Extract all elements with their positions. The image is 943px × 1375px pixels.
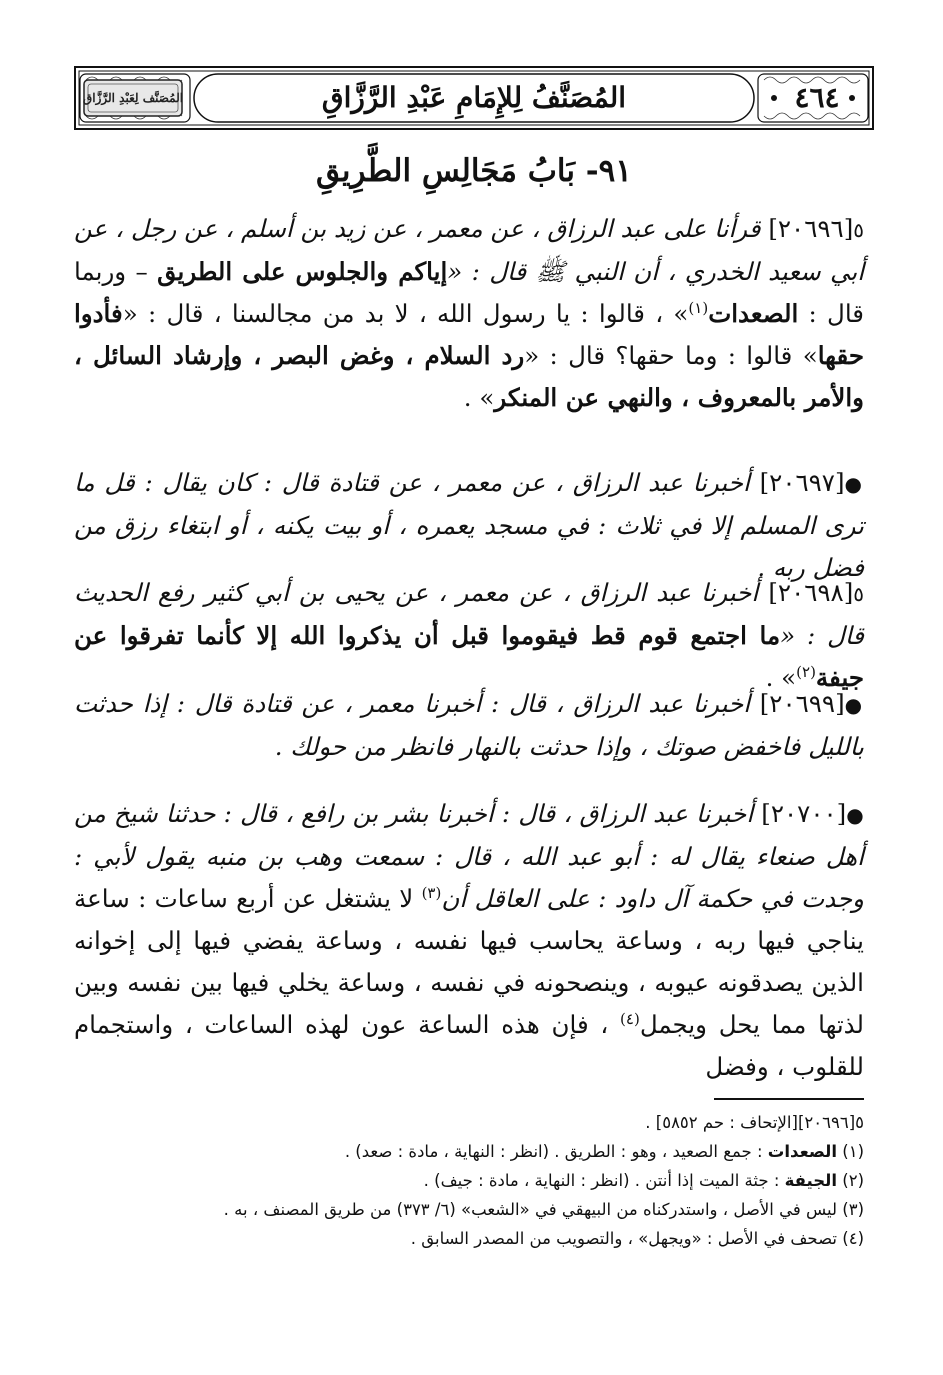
footnote-text: تصحف في الأصل : «ويجهل» ، والتصويب من المصدر السابق . [410,1229,837,1248]
book-title: المُصَنَّفُ لِلإِمَامِ عَبْدِ الرَّزَّاقِ [321,81,627,114]
hadith-text: ، فإن هذه الساعة عون لهذه الساعات ، واستجمام للقلوب ، وفضل [74,1010,864,1081]
hadith-isnad: أخبرنا عبد الرزاق ، عن معمر ، عن قتادة قال : كان يقال : قل ما ترى المسلم إلا في ثلاث : في مسجد يعمره ، أو بيت يكنه ، أو ابتغاء رزق من فضل ربه . [74,468,864,582]
footnote-label: (٤) [842,1229,864,1248]
hadith-text: أخبرنا عبد الرزاق ، قال : أخبرنا بشر بن رافع ، قال : حدثنا شيخ من أهل صنعاء يقال له : أبو عبد الله ، قال : سمعت وهب بن منبه يقول لأبي : وجدت في حكمة آل داود : على العاقل أن [74,799,864,913]
hadith-number: [٢٠٦٩٨] [768,578,854,607]
hadith-marker: ● [844,472,865,496]
hadith-text: » . [765,663,797,692]
hadith-matn: إياكم والجلوس على الطريق [157,257,448,286]
footnote-separator [714,1098,864,1100]
footnote-term: الصعدات [767,1142,837,1161]
hadith-matn: ما اجتمع قوم قط فيقوموا قبل أن يذكروا الله إلا كأنما تفرقوا عن جيفة [74,621,864,692]
footnote-label: ٥[٢٠٦٩٦] [797,1113,864,1132]
hadith-isnad: قرأنا على عبد الرزاق ، عن معمر ، عن زيد بن أسلم ، عن رجل ، عن أبي سعيد الخدري ، أن النبي ﷺ قال : « [74,214,865,286]
hadith-20697 [74,462,864,589]
footnote-text: : جثة الميت إذا أنتن . (انظر : النهاية ، مادة : جيف) . [423,1171,785,1190]
hadith-20696 [74,208,864,419]
hadith-matn: فأدوا حقها [74,299,864,370]
footnote-text: : جمع الصعيد ، وهو : الطريق . (انظر : النهاية ، مادة : صعد) . [344,1142,768,1161]
seal-text: المُصَنَّف لِعَبْدِ الرَّزَّاق [82,91,184,105]
hadith-marker: ● [846,803,864,827]
footnote-ref: (٣) [421,883,442,902]
hadith-text: » ، قالوا : يا رسول الله ، لا بد من مجالسنا ، قال : « [122,299,689,328]
hadith-text: – وربما قال : [74,257,864,328]
footnote-text: ليس في الأصل ، واستدركناه من البيهقي في «الشعب» (٦/ ٣٧٣) من طريق المصنف ، به . [223,1200,837,1219]
hadith-matn: رد السلام ، وغض البصر ، وإرشاد السائل ، والأمر بالمعروف ، والنهي عن المنكر [74,341,864,412]
hadith-20698 [74,572,864,699]
footnote-item [74,1137,864,1166]
hadith-text: » قالوا : وما حقها؟ قال : « [524,341,818,370]
footnote-ref: (١) [688,298,709,317]
hadith-matn: الصعدات [708,299,799,328]
footnote-item [74,1108,864,1137]
footnote-term: الجيفة [784,1171,837,1190]
footnote-text: [الإتحاف : حم ٥٨٥٢] . [645,1113,798,1132]
footnote-label: (١) [842,1142,864,1161]
header-seal-emblem [78,77,188,119]
hadith-text: » . [463,383,495,412]
hadith-marker: ٥ [853,582,865,606]
footnote-label: (٣) [842,1200,864,1219]
footnote-label: (٢) [842,1171,864,1190]
hadith-number: [٢٠٧٠٠] [761,799,847,828]
hadith-20699 [74,683,864,768]
footnote-item [74,1224,864,1253]
chapter-title: ٩١- بَابُ مَجَالِسِ الطَّرِيقِ [316,153,632,189]
hadith-number: [٢٠٦٩٧] [759,468,845,497]
footnote-ref: (٤) [620,1009,640,1028]
hadith-marker: ٥ [853,218,864,242]
footnotes [74,1108,864,1253]
hadith-number: [٢٠٦٩٩] [759,689,845,718]
page-number: ٤٦٤ [794,81,840,114]
hadith-text: لا يشتغل عن أربع ساعات : ساعة يناجي فيها ربه ، وساعة يحاسب فيها نفسه ، وساعة يفضي فيها إلى إخوانه الذين يصدقونه عيوبه ، وينصحونه في نفسه ، وساعة يخلي فيها بين نفسه وبين لذتها مما يحل ويجمل [74,884,865,1039]
hadith-20700 [74,793,864,1088]
footnote-item [74,1166,864,1195]
hadith-isnad: أخبرنا عبد الرزاق ، قال : أخبرنا معمر ، عن قتادة قال : إذا حدثت بالليل فاخفض صوتك ، وإذا حدثت بالنهار فانظر من حولك . [74,689,864,761]
hadith-isnad: أخبرنا عبد الرزاق ، عن معمر ، عن يحيى بن أبي كثير رفع الحديث قال : « [74,578,865,650]
page-header [74,66,874,130]
hadith-number: [٢٠٦٩٦] [768,214,854,243]
footnote-item [74,1195,864,1224]
hadith-marker: ● [844,693,865,717]
footnote-ref: (٢) [796,662,816,681]
